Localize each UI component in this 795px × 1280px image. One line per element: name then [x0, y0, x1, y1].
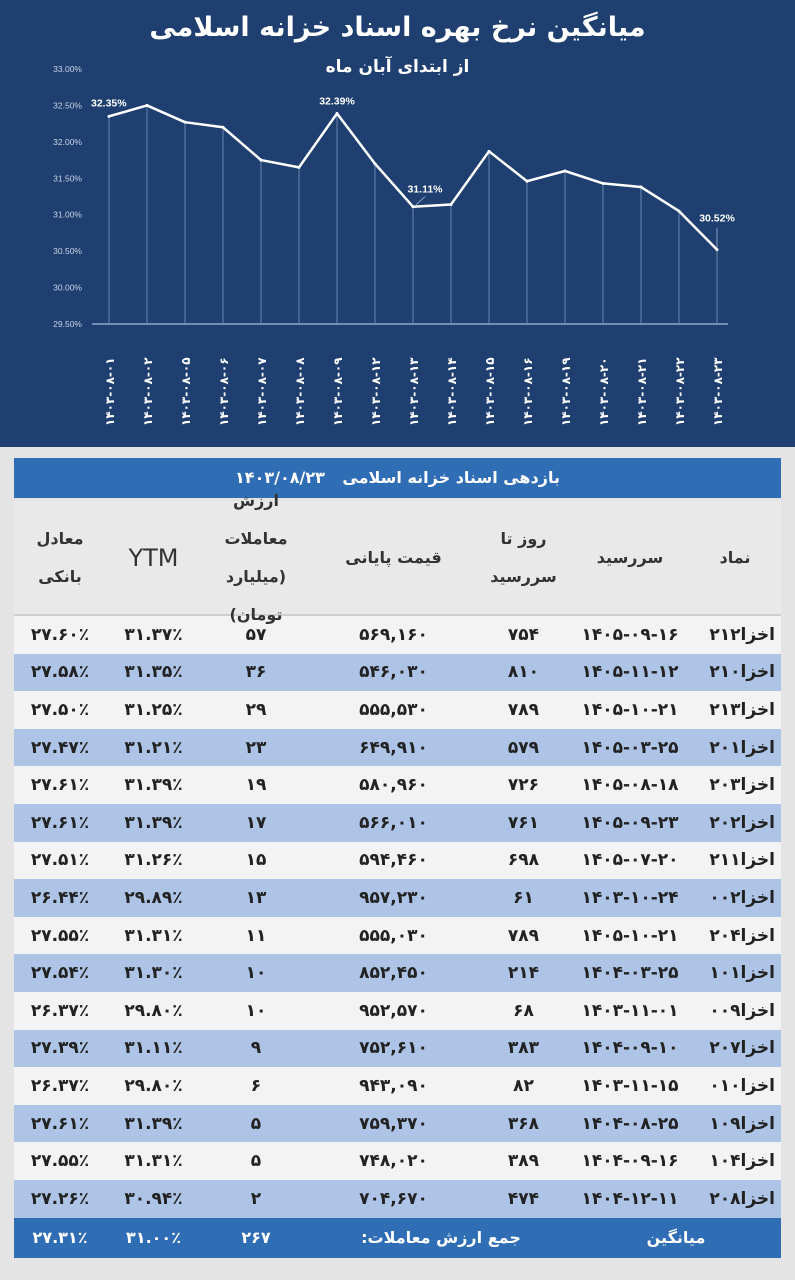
x-tick-label: ۱۴۰۳-۰۸-۱۴ [445, 357, 459, 426]
cell-symbol: اخزا۱۰۹ [709, 1113, 775, 1134]
table-row [14, 1067, 781, 1105]
data-point [450, 203, 453, 206]
cell-bank: ۲۷.۴۷٪ [30, 737, 90, 758]
cell-price: ۵۵۵,۵۳۰ [359, 699, 428, 720]
x-tick-label: ۱۴۰۳-۰۸-۲۲ [673, 357, 687, 426]
cell-symbol: اخزا۰۱۰ [709, 1075, 775, 1096]
cell-maturity: ۱۴۰۵-۱۱-۱۲ [581, 662, 679, 683]
cell-days: ۷۸۹ [507, 699, 540, 720]
cell-price: ۵۶۹,۱۶۰ [359, 624, 428, 645]
cell-maturity: ۱۴۰۳-۱۰-۲۴ [581, 887, 679, 908]
cell-price: ۶۴۹,۹۱۰ [359, 737, 428, 758]
cell-price: ۹۴۳,۰۹۰ [359, 1075, 428, 1096]
y-tick-label: 33.00% [53, 64, 82, 74]
cell-symbol: اخزا۲۱۳ [709, 699, 775, 720]
cell-value: ۱۹ [245, 775, 267, 796]
cell-bank: ۲۷.۶۱٪ [30, 1113, 90, 1134]
table-row [14, 804, 781, 842]
footer-total-label: جمع ارزش معاملات: [361, 1228, 521, 1247]
cell-value: ۱۰ [245, 963, 267, 984]
data-point [602, 182, 605, 185]
table-row [14, 1142, 781, 1180]
chart-subtitle: از ابتدای آبان ماه [325, 57, 470, 77]
col-symbol: نماد [719, 547, 751, 567]
cell-bank: ۲۷.۵۰٪ [30, 699, 90, 720]
cell-bank: ۲۷.۵۵٪ [30, 1151, 90, 1172]
cell-price: ۷۴۸,۰۲۰ [359, 1151, 428, 1172]
chart-panel [0, 0, 795, 447]
x-tick-label: ۱۴۰۳-۰۸-۰۶ [217, 357, 231, 426]
cell-maturity: ۱۴۰۵-۰۷-۲۰ [581, 850, 679, 871]
cell-value: ۲ [250, 1188, 262, 1209]
cell-maturity: ۱۴۰۳-۱۱-۱۵ [581, 1075, 679, 1096]
cell-days: ۳۸۹ [507, 1151, 540, 1172]
table-row [14, 766, 781, 804]
footer-avg-ytm: ۳۱.۰۰٪ [126, 1228, 181, 1247]
cell-symbol: اخزا۰۰۹ [709, 1000, 775, 1021]
footer-label: میانگین [646, 1228, 706, 1247]
cell-value: ۱۳ [245, 887, 267, 908]
cell-days: ۶۱ [513, 887, 534, 908]
cell-ytm: ۳۱.۳۱٪ [124, 1151, 183, 1172]
cell-price: ۵۴۶,۰۳۰ [359, 662, 428, 683]
cell-maturity: ۱۴۰۴-۱۲-۱۱ [581, 1188, 679, 1209]
cell-value: ۹ [250, 1038, 262, 1059]
cell-symbol: اخزا۱۰۴ [709, 1151, 775, 1172]
cell-ytm: ۳۱.۱۱٪ [124, 1038, 183, 1059]
footer-avg-bank: ۲۷.۳۱٪ [32, 1228, 88, 1247]
cell-value: ۱۷ [245, 812, 267, 833]
x-tick-label: ۱۴۰۳-۰۸-۱۵ [483, 357, 497, 426]
col-maturity: سررسید [596, 547, 664, 567]
table-date: ۱۴۰۳/۰۸/۲۳ [235, 468, 325, 487]
cell-price: ۷۰۴,۶۷۰ [359, 1188, 428, 1209]
cell-bank: ۲۷.۳۹٪ [30, 1038, 90, 1059]
cell-price: ۵۹۴,۴۶۰ [359, 850, 428, 871]
col-days: روز تا سررسید [490, 528, 557, 586]
data-point [564, 170, 567, 173]
x-tick-label: ۱۴۰۳-۰۸-۱۹ [559, 357, 573, 426]
table-row [14, 654, 781, 692]
cell-symbol: اخزا۲۰۸ [709, 1188, 775, 1209]
cell-price: ۵۶۶,۰۱۰ [359, 812, 428, 833]
cell-days: ۵۷۹ [507, 737, 540, 758]
chart-title: میانگین نرخ بهره اسناد خزانه اسلامی [149, 12, 646, 43]
cell-symbol: اخزا۲۰۱ [709, 737, 775, 758]
cell-value: ۲۳ [245, 737, 267, 758]
cell-symbol: اخزا۲۰۴ [709, 925, 775, 946]
y-tick-label: 31.00% [53, 209, 82, 220]
cell-symbol: اخزا۲۰۳ [709, 775, 775, 796]
col-value-line1: ارزش معاملات [224, 490, 288, 548]
cell-ytm: ۳۱.۳۰٪ [124, 963, 183, 984]
col-ytm: YTM [128, 543, 179, 572]
data-point [146, 104, 149, 107]
yield-table [14, 458, 781, 1258]
table-row [14, 879, 781, 917]
cell-value: ۵ [250, 1113, 262, 1134]
table-title-bar [14, 458, 781, 498]
y-tick-label: 30.00% [53, 282, 82, 293]
data-point [336, 112, 339, 115]
table-row [14, 691, 781, 729]
y-tick-label: 32.50% [53, 100, 82, 111]
cell-value: ۱۰ [245, 1000, 267, 1021]
cell-ytm: ۲۹.۸۹٪ [124, 887, 183, 908]
cell-bank: ۲۷.۵۴٪ [30, 963, 90, 984]
cell-price: ۵۸۰,۹۶۰ [359, 775, 428, 796]
data-point [184, 121, 187, 124]
table-row [14, 1105, 781, 1143]
footer-total-value: ۲۶۷ [241, 1228, 271, 1247]
data-label: 30.52% [699, 212, 735, 225]
data-point [526, 180, 529, 183]
x-tick-label: ۱۴۰۳-۰۸-۰۸ [293, 357, 307, 426]
table-row [14, 842, 781, 880]
cell-price: ۷۵۲,۶۱۰ [359, 1038, 428, 1059]
cell-bank: ۲۶.۴۴٪ [30, 887, 90, 908]
cell-value: ۶ [250, 1075, 262, 1096]
cell-value: ۲۹ [245, 699, 267, 720]
table-row [14, 729, 781, 767]
cell-maturity: ۱۴۰۴-۰۳-۲۵ [581, 963, 679, 984]
data-label: 31.11% [407, 183, 443, 196]
cell-ytm: ۳۰.۹۴٪ [124, 1188, 183, 1209]
cell-ytm: ۲۹.۸۰٪ [124, 1000, 183, 1021]
data-point [678, 210, 681, 213]
cell-ytm: ۲۹.۸۰٪ [124, 1075, 183, 1096]
cell-ytm: ۳۱.۳۱٪ [124, 925, 183, 946]
cell-maturity: ۱۴۰۵-۰۹-۲۳ [581, 812, 679, 833]
cell-bank: ۲۷.۶۱٪ [30, 775, 90, 796]
data-point [640, 186, 643, 189]
cell-maturity: ۱۴۰۵-۱۰-۲۱ [581, 699, 679, 720]
cell-price: ۸۵۲,۴۵۰ [359, 963, 428, 984]
data-label: 32.35% [91, 97, 127, 110]
cell-maturity: ۱۴۰۳-۱۱-۰۱ [581, 1000, 679, 1021]
cell-days: ۷۵۴ [507, 624, 540, 645]
cell-bank: ۲۷.۶۱٪ [30, 812, 90, 833]
data-label: 32.39% [319, 95, 355, 108]
data-point [222, 126, 225, 129]
cell-days: ۲۱۴ [507, 963, 540, 984]
cell-price: ۹۵۲,۵۷۰ [359, 1000, 428, 1021]
x-tick-label: ۱۴۰۳-۰۸-۲۰ [597, 357, 611, 426]
data-point [298, 166, 301, 169]
data-point [374, 162, 377, 165]
col-bank: معادل بانکی [36, 528, 84, 586]
cell-value: ۵ [250, 1151, 262, 1172]
cell-bank: ۲۷.۵۱٪ [30, 850, 90, 871]
x-tick-label: ۱۴۰۳-۰۸-۰۱ [103, 357, 117, 426]
x-tick-label: ۱۴۰۳-۰۸-۱۳ [407, 357, 421, 426]
table-title: بازدهی اسناد خزانه اسلامی [342, 468, 560, 487]
cell-days: ۷۶۱ [507, 812, 540, 833]
cell-maturity: ۱۴۰۴-۰۸-۲۵ [581, 1113, 679, 1134]
cell-symbol: اخزا۲۱۰ [709, 662, 775, 683]
cell-ytm: ۳۱.۲۱٪ [124, 737, 183, 758]
cell-days: ۸۲ [513, 1075, 534, 1096]
cell-price: ۹۵۷,۲۳۰ [359, 887, 428, 908]
cell-symbol: اخزا۲۱۱ [709, 850, 775, 871]
data-point [108, 115, 111, 118]
table-row [14, 616, 781, 654]
cell-value: ۵۷ [245, 624, 267, 645]
cell-maturity: ۱۴۰۵-۰۸-۱۸ [581, 775, 679, 796]
cell-maturity: ۱۴۰۴-۰۹-۱۰ [581, 1038, 679, 1059]
cell-ytm: ۳۱.۳۵٪ [124, 662, 183, 683]
cell-days: ۶۹۸ [507, 850, 540, 871]
table-body [14, 616, 781, 1218]
cell-bank: ۲۷.۶۰٪ [30, 624, 90, 645]
cell-bank: ۲۷.۵۸٪ [30, 662, 90, 683]
cell-symbol: اخزا۲۰۷ [709, 1038, 775, 1059]
cell-symbol: اخزا۱۰۱ [709, 963, 775, 984]
x-tick-label: ۱۴۰۳-۰۸-۲۳ [711, 357, 725, 426]
x-tick-label: ۱۴۰۳-۰۸-۰۹ [331, 357, 345, 426]
cell-days: ۴۷۴ [507, 1188, 540, 1209]
cell-bank: ۲۶.۳۷٪ [30, 1000, 90, 1021]
x-tick-label: ۱۴۰۳-۰۸-۱۶ [521, 357, 535, 426]
x-tick-label: ۱۴۰۳-۰۸-۲۱ [635, 357, 649, 426]
cell-maturity: ۱۴۰۴-۰۹-۱۶ [581, 1151, 679, 1172]
data-point [488, 150, 491, 153]
x-tick-label: ۱۴۰۳-۰۸-۰۷ [255, 357, 269, 426]
y-tick-label: 32.00% [53, 136, 82, 147]
cell-ytm: ۳۱.۳۹٪ [124, 812, 183, 833]
y-tick-label: 30.50% [53, 246, 82, 257]
x-tick-label: ۱۴۰۳-۰۸-۱۲ [369, 357, 383, 426]
col-value [201, 490, 311, 624]
table-row [14, 1030, 781, 1068]
cell-value: ۱۵ [245, 850, 267, 871]
cell-maturity: ۱۴۰۵-۰۳-۲۵ [581, 737, 679, 758]
x-tick-label: ۱۴۰۳-۰۸-۰۵ [179, 357, 193, 426]
y-tick-label: 29.50% [53, 319, 82, 329]
cell-price: ۵۵۵,۰۳۰ [359, 925, 428, 946]
cell-price: ۷۵۹,۳۷۰ [359, 1113, 428, 1134]
table-footer [14, 1218, 781, 1258]
cell-ytm: ۳۱.۳۹٪ [124, 1113, 183, 1134]
cell-bank: ۲۷.۵۵٪ [30, 925, 90, 946]
col-value-line2: (میلیارد تومان) [225, 566, 287, 624]
cell-bank: ۲۷.۲۶٪ [30, 1188, 90, 1209]
cell-maturity: ۱۴۰۵-۰۹-۱۶ [581, 624, 679, 645]
table-row [14, 954, 781, 992]
table-row [14, 917, 781, 955]
cell-days: ۷۲۶ [507, 775, 540, 796]
table-header [14, 490, 781, 624]
data-point [260, 159, 263, 162]
cell-ytm: ۳۱.۲۵٪ [124, 699, 183, 720]
cell-symbol: اخزا۰۰۲ [709, 887, 775, 908]
cell-days: ۳۸۳ [507, 1038, 540, 1059]
y-tick-label: 31.50% [53, 173, 82, 184]
cell-symbol: اخزا۲۱۲ [709, 624, 775, 645]
data-point [412, 205, 415, 208]
cell-symbol: اخزا۲۰۲ [709, 812, 775, 833]
cell-bank: ۲۶.۳۷٪ [30, 1075, 90, 1096]
cell-value: ۱۱ [245, 925, 267, 946]
table-row [14, 992, 781, 1030]
x-tick-label: ۱۴۰۳-۰۸-۰۲ [141, 357, 155, 426]
cell-ytm: ۳۱.۳۹٪ [124, 775, 183, 796]
cell-days: ۶۸ [513, 1000, 534, 1021]
cell-ytm: ۳۱.۳۷٪ [124, 624, 183, 645]
data-point [716, 248, 719, 251]
cell-days: ۸۱۰ [507, 662, 540, 683]
cell-days: ۷۸۹ [507, 925, 540, 946]
annotation-leader [416, 197, 425, 205]
col-price: قیمت پایانی [345, 547, 442, 567]
table-row [14, 1180, 781, 1218]
cell-value: ۳۶ [245, 662, 267, 683]
cell-days: ۳۶۸ [507, 1113, 540, 1134]
cell-maturity: ۱۴۰۵-۱۰-۲۱ [581, 925, 679, 946]
cell-ytm: ۳۱.۲۶٪ [124, 850, 183, 871]
